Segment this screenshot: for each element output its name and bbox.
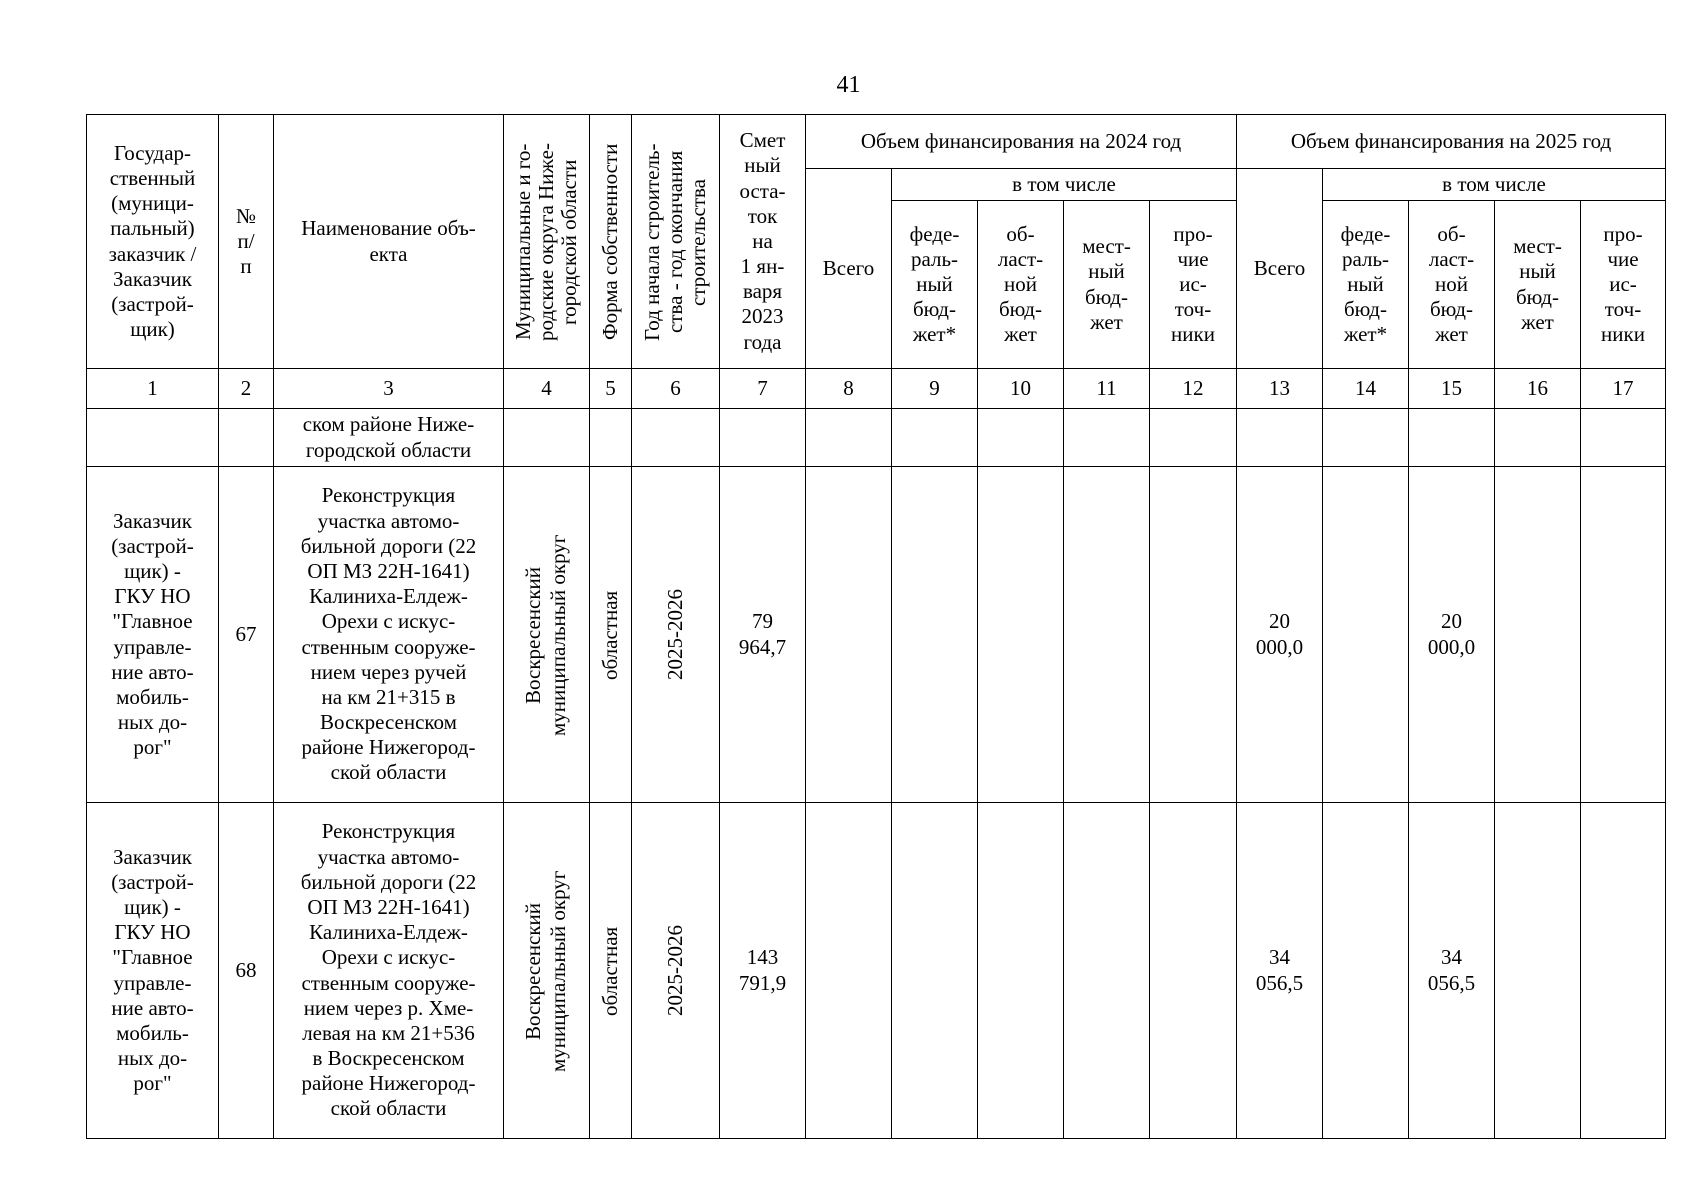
row-2025-total: 34 056,5 [1237, 803, 1323, 1139]
row-2024-federal [892, 467, 978, 803]
header-balance: Смет ный оста- ток на 1 ян- варя 2023 года [720, 115, 806, 369]
row-years [632, 803, 720, 1139]
column-number: 6 [632, 369, 720, 409]
continuation-object-name: ском районе Ниже- городской области [274, 409, 504, 467]
table-row [87, 803, 1666, 1139]
column-number: 8 [806, 369, 892, 409]
financing-table [86, 114, 1666, 1139]
header-2025-total: Всего [1237, 169, 1323, 369]
row-2025-regional: 20 000,0 [1409, 467, 1495, 803]
cell-empty [1064, 409, 1150, 467]
row-years [632, 467, 720, 803]
column-number: 2 [219, 369, 274, 409]
page-number: 41 [836, 72, 861, 98]
cell-empty [720, 409, 806, 467]
row-years-text: 2025-2026 [662, 925, 687, 1016]
header-2025-regional: об- ласт- ной бюд- жет [1409, 201, 1495, 369]
header-2024-regional: об- ласт- ной бюд- жет [978, 201, 1064, 369]
row-ownership-text: областная [597, 925, 622, 1016]
row-2025-other [1581, 467, 1666, 803]
column-number: 14 [1323, 369, 1409, 409]
table-row [87, 467, 1666, 803]
header-years [632, 115, 720, 369]
cell-empty [806, 409, 892, 467]
row-years-text: 2025-2026 [662, 589, 687, 680]
row-customer: Заказчик (застрой- щик) - ГКУ НО "Главное управле- ние авто- мобиль- ных до- рог" [87, 467, 219, 803]
cell-empty [590, 409, 632, 467]
cell-empty [1150, 409, 1237, 467]
header-ownership-text: Форма собственности [597, 143, 622, 340]
cell-empty [1581, 409, 1666, 467]
row-ownership [590, 803, 632, 1139]
column-number: 1 [87, 369, 219, 409]
cell-empty [978, 409, 1064, 467]
header-2024-total: Всего [806, 169, 892, 369]
cell-empty [504, 409, 590, 467]
column-number: 10 [978, 369, 1064, 409]
row-2025-federal [1323, 803, 1409, 1139]
header-customer: Государ- ственный (муници- пальный) заказчик / Заказчик (застрой- щик) [87, 115, 219, 369]
row-2025-local [1495, 467, 1581, 803]
row-2025-total: 20 000,0 [1237, 467, 1323, 803]
row-municipality-text: Воскресенский муниципальный округ [521, 869, 571, 1072]
column-number: 4 [504, 369, 590, 409]
cell-empty [1323, 409, 1409, 467]
row-2024-other [1150, 803, 1237, 1139]
row-customer: Заказчик (застрой- щик) - ГКУ НО "Главное управле- ние авто- мобиль- ных до- рог" [87, 803, 219, 1139]
header-2024-including: в том числе [892, 169, 1237, 201]
row-ownership-text: областная [597, 589, 622, 680]
row-num: 68 [219, 803, 274, 1139]
row-2024-other [1150, 467, 1237, 803]
column-number: 7 [720, 369, 806, 409]
row-municipality-text: Воскресенский муниципальный округ [521, 533, 571, 736]
column-number: 15 [1409, 369, 1495, 409]
row-2025-local [1495, 803, 1581, 1139]
row-2025-other [1581, 803, 1666, 1139]
header-2024-federal: феде- раль- ный бюд- жет* [892, 201, 978, 369]
header-2024-local: мест- ный бюд- жет [1064, 201, 1150, 369]
cell-empty [632, 409, 720, 467]
header-object-name: Наименование объ- екта [274, 115, 504, 369]
row-2024-total [806, 803, 892, 1139]
row-object-name: Реконструкция участка автомо- бильной дороги (22 ОП МЗ 22Н-1641) Калиниха-Елдеж- Орехи с искус- ственным сооруже- нием через ручей на км 21+315 в Воскресенском районе Нижегород- ской области [274, 467, 504, 803]
header-row-1 [87, 115, 1666, 169]
row-balance: 79 964,7 [720, 467, 806, 803]
header-years-text: Год начала строитель- ства - год окончания строительства [639, 142, 711, 341]
row-2024-local [1064, 467, 1150, 803]
header-municipality-text: Муниципальные и го- родские округа Ниже- городской области [510, 142, 582, 341]
cell-empty [1409, 409, 1495, 467]
column-number: 13 [1237, 369, 1323, 409]
column-number: 12 [1150, 369, 1237, 409]
header-ownership [590, 115, 632, 369]
cell-empty [219, 409, 274, 467]
row-2024-regional [978, 467, 1064, 803]
column-number: 5 [590, 369, 632, 409]
header-fin-2024: Объем финансирования на 2024 год [806, 115, 1237, 169]
header-num: № п/ п [219, 115, 274, 369]
header-municipality [504, 115, 590, 369]
row-2025-regional: 34 056,5 [1409, 803, 1495, 1139]
row-num: 67 [219, 467, 274, 803]
row-municipality [504, 467, 590, 803]
column-number: 9 [892, 369, 978, 409]
header-2025-including: в том числе [1323, 169, 1666, 201]
row-2024-federal [892, 803, 978, 1139]
cell-empty [87, 409, 219, 467]
column-number: 11 [1064, 369, 1150, 409]
row-ownership [590, 467, 632, 803]
row-object-name: Реконструкция участка автомо- бильной дороги (22 ОП МЗ 22Н-1641) Калиниха-Елдеж- Орехи с искус- ственным сооруже- нием через р. Хме- левая на км 21+536 в Воскресенском районе Нижегород- ской области [274, 803, 504, 1139]
column-number: 17 [1581, 369, 1666, 409]
column-number-row [87, 369, 1666, 409]
cell-empty [1237, 409, 1323, 467]
row-2024-local [1064, 803, 1150, 1139]
header-fin-2025: Объем финансирования на 2025 год [1237, 115, 1666, 169]
continuation-row [87, 409, 1666, 467]
header-2025-local: мест- ный бюд- жет [1495, 201, 1581, 369]
cell-empty [1495, 409, 1581, 467]
row-balance: 143 791,9 [720, 803, 806, 1139]
row-municipality [504, 803, 590, 1139]
column-number: 16 [1495, 369, 1581, 409]
row-2025-federal [1323, 467, 1409, 803]
cell-empty [892, 409, 978, 467]
header-2024-other: про- чие ис- точ- ники [1150, 201, 1237, 369]
row-2024-regional [978, 803, 1064, 1139]
header-2025-federal: феде- раль- ный бюд- жет* [1323, 201, 1409, 369]
row-2024-total [806, 467, 892, 803]
column-number: 3 [274, 369, 504, 409]
header-2025-other: про- чие ис- точ- ники [1581, 201, 1666, 369]
